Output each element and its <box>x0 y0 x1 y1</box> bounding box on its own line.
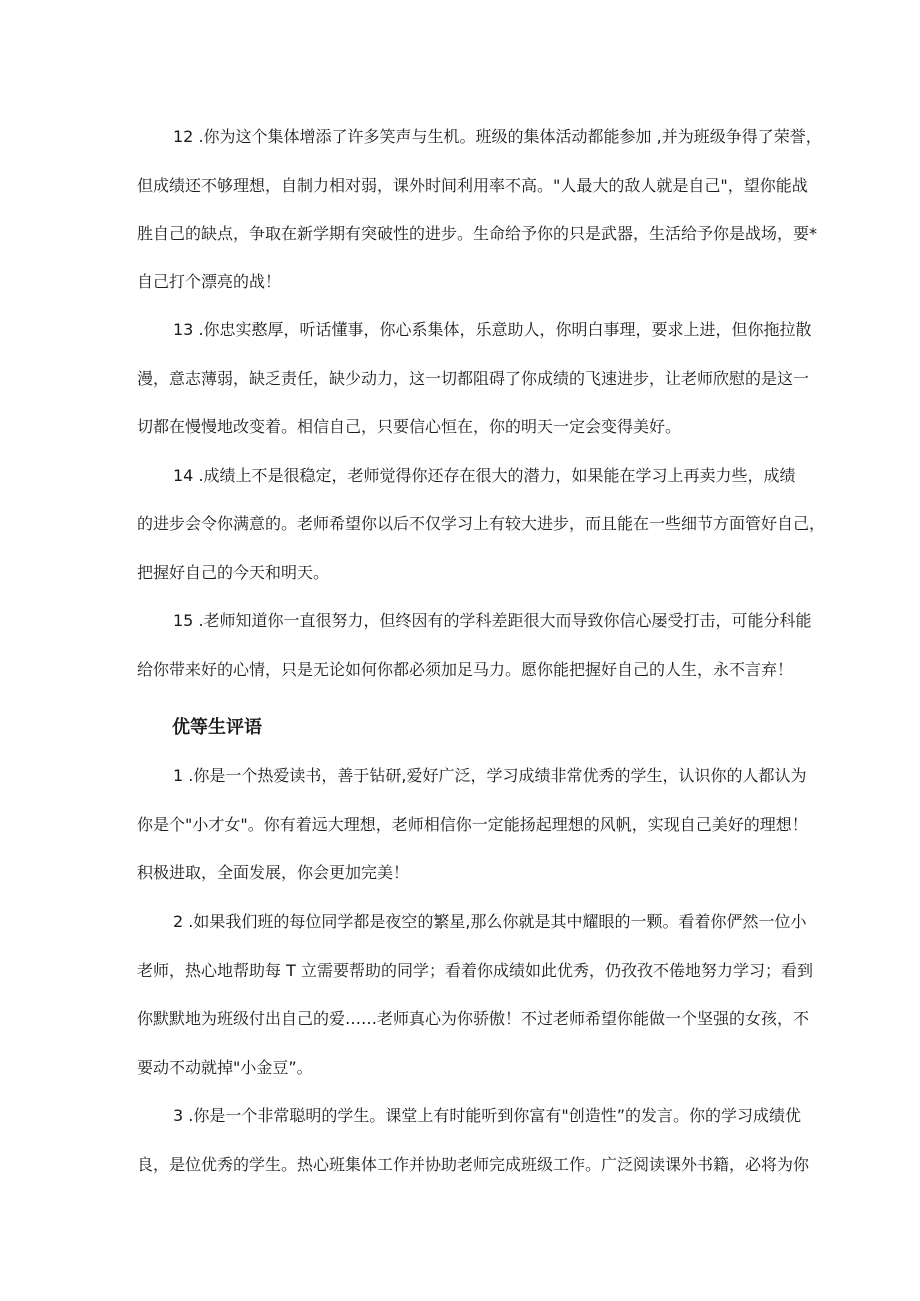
paragraph-line: 的进步会令你满意的。老师希望你以后不仅学习上有较大进步，而且能在一些细节方面管好自己， <box>137 514 826 533</box>
paragraph-line: 2 .如果我们班的每位同学都是夜空的繁星,那么你就是其中耀眼的一颗。看着你俨然一位小 <box>173 912 807 931</box>
paragraph-line: 你默默地为班级付出自己的爱……老师真心为你骄傲！不过老师希望你能做一个坚强的女孩，不 <box>137 1009 810 1028</box>
paragraph-line: 14 .成绩上不是很稳定，老师觉得你还存在很大的潜力，如果能在学习上再卖力些，成绩 <box>173 466 796 485</box>
paragraph-line: 3 .你是一个非常聪明的学生。课堂上有时能听到你富有"创造性”的发言。你的学习成绩优 <box>173 1106 802 1125</box>
paragraph-line: 15 .老师知道你一直很努力，但终因有的学科差距很大而导致你信心屡受打击，可能分科能 <box>173 611 812 630</box>
paragraph-line: 给你带来好的心情，只是无论如何你都必须加足马力。愿你能把握好自己的人生，永不言弃！ <box>137 660 794 679</box>
paragraph-line: 13 .你忠实憨厚，听话懂事，你心系集体，乐意助人，你明白事理，要求上进，但你拖拉散 <box>173 320 812 339</box>
paragraph-line: 你是个"小才女"。你有着远大理想，老师相信你一定能扬起理想的风帆，实现自己美好的理想！ <box>137 815 808 834</box>
section-heading: 优等生评语 <box>172 717 262 738</box>
paragraph-line: 要动不动就掉"小金豆”。 <box>137 1058 313 1077</box>
paragraph-line: 12 .你为这个集体增添了许多笑声与生机。班级的集体活动都能参加 ,并为班级争得了荣誉， <box>173 127 822 146</box>
paragraph-line: 老师，热心地帮助每 T 立需要帮助的同学；看着你成绩如此优秀，仍孜孜不倦地努力学习；看到 <box>137 961 813 980</box>
paragraph-line: 把握好自己的今天和明天。 <box>137 563 330 582</box>
paragraph-line: 良，是位优秀的学生。热心班集体工作并协助老师完成班级工作。广泛阅读课外书籍，必将为你 <box>137 1155 810 1174</box>
paragraph-line: 切都在慢慢地改变着。相信自己，只要信心恒在，你的明天一定会变得美好。 <box>137 417 682 436</box>
paragraph-line: 1 .你是一个热爱读书，善于钻研,爱好广泛，学习成绩非常优秀的学生，认识你的人都认为 <box>173 766 807 785</box>
paragraph-line: 自己打个漂亮的战！ <box>137 272 282 291</box>
paragraph-line: 积极进取，全面发展，你会更加完美！ <box>137 863 410 882</box>
paragraph-line: 漫，意志薄弱，缺乏责任，缺少动力，这一切都阻碍了你成绩的飞速进步，让老师欣慰的是这一 <box>137 369 810 388</box>
paragraph-line: 但成绩还不够理想，自制力相对弱，课外时间利用率不高。"人最大的敌人就是自己"，望你能战 <box>137 176 808 195</box>
paragraph-line: 胜自己的缺点，争取在新学期有突破性的进步。生命给予你的只是武器，生活给予你是战场，要* <box>137 224 818 243</box>
